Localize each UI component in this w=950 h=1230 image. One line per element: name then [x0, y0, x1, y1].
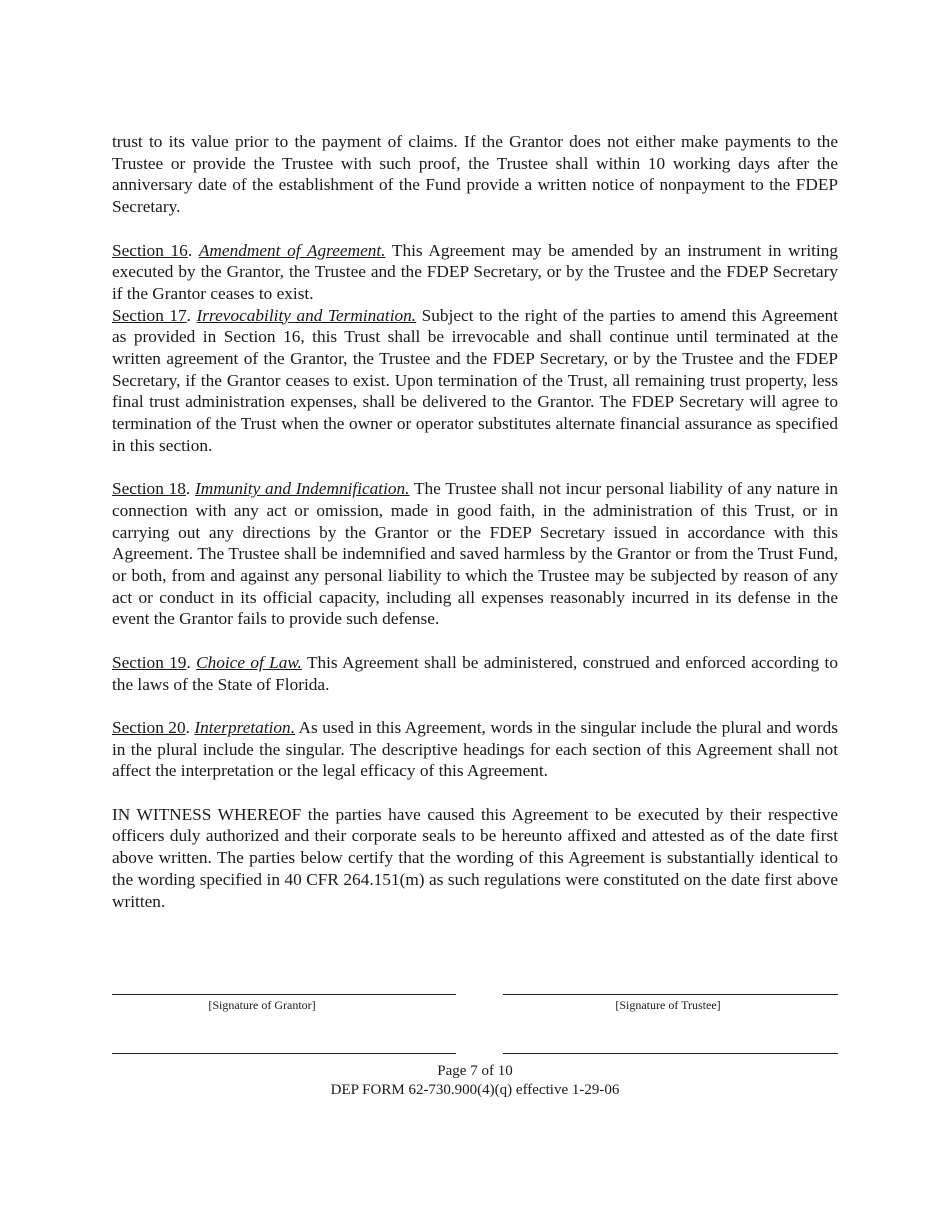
grantor-signature-label: [Signature of Grantor] [208, 998, 316, 1012]
section-16: Section 16. Amendment of Agreement. This Agreement may be amended by an instrument in writing executed by the Grantor, the Trustee and the FDEP Secretary, or by the Trustee and the FDEP Secretary if the Grantor ceases to exist. [112, 240, 839, 303]
grantor-signature-line [112, 994, 456, 995]
agreement-body [112, 131, 838, 912]
section-19-number: Section 19 [112, 652, 187, 672]
section-18: Section 18. Immunity and Indemnification. The Trustee shall not incur personal liability of any nature in connection with any act or omission, made in good faith, in the administration of this Trust, or in carrying out any directions by the Grantor or the FDEP Secretary issued in accordance with this Agreement. The Trustee shall be indemnified and saved harmless by the Grantor or from the Trust Fund, or both, from and against any personal liability to which the Trustee may be subjected by reason of any act or conduct in its official capacity, including all expenses reasonably incurred in its defense in the event the Grantor fails to provide such defense. [112, 479, 839, 629]
section-18-text: The Trustee shall not incur personal liability of any nature in connection with any act or omission, made in good faith, in the administration of this Trust, or in carrying out any directions by the Grantor or the FDEP Secretary issued in accordance with this Agreement. The Trustee shall be indemnified and saved harmless by the Grantor or from the Trust Fund, or both, from and against any personal liability to which the Trustee may be subjected by reason of any act or conduct in its official capacity, including all expenses reasonably incurred in its defense in the event the Grantor fails to provide such defense. [112, 479, 839, 629]
section-17-text: Subject to the right of the parties to amend this Agreement as provided in Section 16, this Trust shall be irrevocable and shall continue until terminated at the written agreement of the Grantor, the Trustee and the FDEP Secretary, or by the Trustee and the FDEP Secretary, if the Grantor ceases to exist. Upon termination of the Trust, all remaining trust property, less final trust administration expenses, shall be delivered to the Grantor. The FDEP Secretary will agree to termination of the Trust when the owner or operator substitutes alternate financial assurance as specified in this section. [112, 305, 839, 455]
trustee-second-line [503, 1053, 838, 1054]
trustee-signature-label: [Signature of Trustee] [615, 998, 721, 1012]
section-16-title: Amendment of Agreement. [198, 240, 386, 260]
section-18-number: Section 18 [112, 479, 186, 499]
opening-paragraph: trust to its value prior to the payment of claims. If the Grantor does not either make payments to the Trustee or provide the Trustee with such proof, the Trustee shall within 10 working days after the anniversary date of the establishment of the Fund provide a written notice of nonpayment to the FDEP Secretary. [112, 132, 838, 217]
section-19-text: This Agreement shall be administered, construed and enforced according to the laws of the State of Florida. [112, 652, 838, 694]
section-17-title: Irrevocability and Termination. [196, 305, 417, 325]
grantor-second-line [112, 1053, 456, 1054]
section-19-title: Choice of Law. [196, 652, 302, 672]
section-19: Section 19. Choice of Law. This Agreement shall be administered, construed and enforced according to the laws of the State of Florida. [112, 652, 838, 694]
trustee-signature-line [503, 994, 838, 995]
section-16-text: This Agreement may be amended by an instrument in writing executed by the Grantor, the Trustee and the FDEP Secretary, or by the Trustee and the FDEP Secretary if the Grantor ceases to exist. [112, 240, 839, 303]
page-number: Page 7 of 10 [437, 1063, 513, 1079]
section-17-number: Section 17 [112, 305, 187, 325]
section-20-number: Section 20 [112, 717, 186, 737]
section-20-text: As used in this Agreement, words in the singular include the plural and words in the plural include the singular. The descriptive headings for each section of this Agreement shall not affect the interpretation or the legal efficacy of this Agreement. [112, 717, 839, 781]
witness-paragraph: IN WITNESS WHEREOF the parties have caused this Agreement to be executed by their respective officers duly authorized and their corporate seals to be hereunto affixed and attested as of the date first above written. The parties below certify that the wording of this Agreement is substantially identical to the wording specified in 40 CFR 264.151(m) as such regulations were constituted on the date first above written. [112, 804, 838, 911]
section-16-number: Section 16 [112, 240, 188, 260]
section-20-title: Interpretation. [194, 717, 296, 737]
section-20: Section 20. Interpretation. As used in this Agreement, words in the singular include the plural and words in the plural include the singular. The descriptive headings for each section of this Agreement shall not affect the interpretation or the legal efficacy of this Agreement. [112, 717, 839, 781]
section-18-title: Immunity and Indemnification. [195, 479, 410, 499]
form-identifier: DEP FORM 62-730.900(4)(q) effective 1-29-06 [330, 1082, 620, 1098]
section-17: Section 17. Irrevocability and Termination. Subject to the right of the parties to amend this Agreement as provided in Section 16, this Trust shall be irrevocable and shall continue until terminated at the written agreement of the Grantor, the Trustee and the FDEP Secretary, or by the Trustee and the FDEP Secretary, if the Grantor ceases to exist. Upon termination of the Trust, all remaining trust property, less final trust administration expenses, shall be delivered to the Grantor. The FDEP Secretary will agree to termination of the Trust when the owner or operator substitutes alternate financial assurance as specified in this section. [112, 305, 839, 455]
